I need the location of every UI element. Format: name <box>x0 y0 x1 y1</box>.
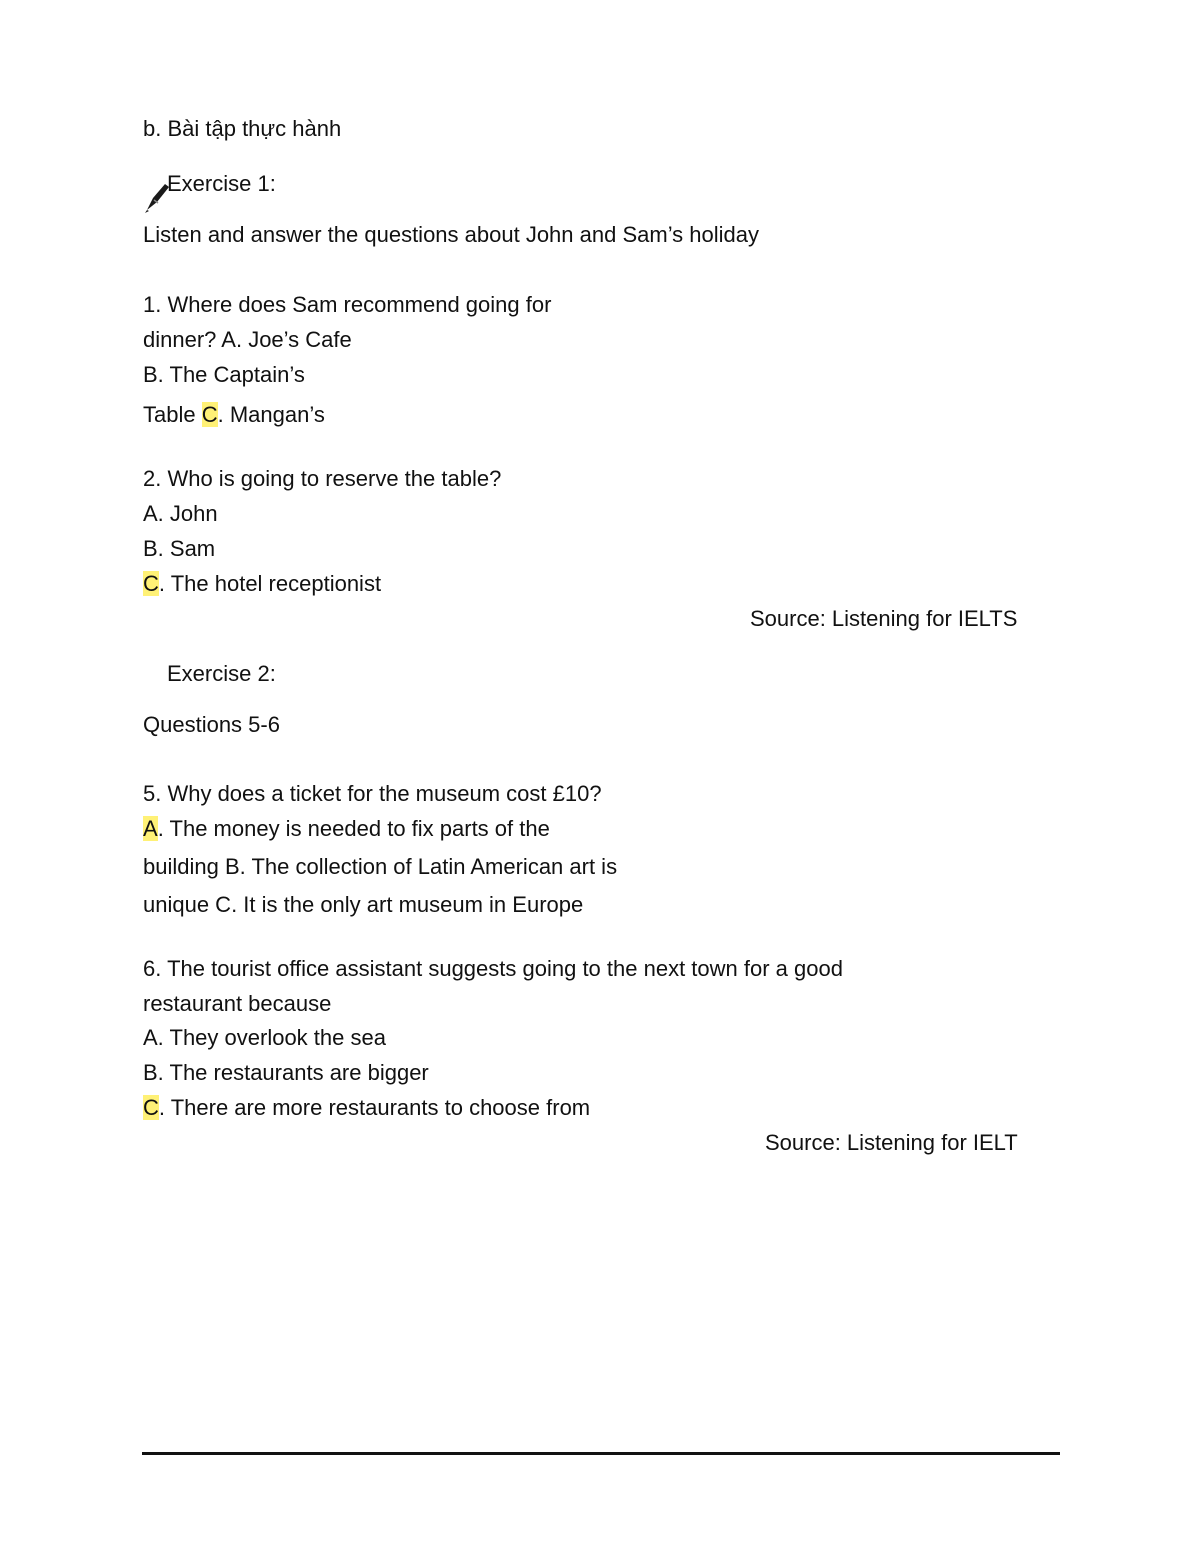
exercise2-subtitle: Questions 5-6 <box>143 712 280 737</box>
exercise1-source: Source: Listening for IELTS <box>750 606 1018 631</box>
q2-option-c <box>143 571 381 597</box>
q2-answer-highlight: C <box>143 571 159 596</box>
q2-option-b: B. Sam <box>143 536 216 561</box>
q5-question: 5. Why does a ticket for the museum cost £10? <box>143 781 602 806</box>
q6-line2: restaurant because <box>143 991 332 1016</box>
q6-option-a: A. They overlook the sea <box>143 1025 386 1050</box>
q1-line3: B. The Captain’s <box>143 362 305 387</box>
q1-line4-suffix: . Mangan’s <box>217 402 325 427</box>
q5-line2 <box>143 816 550 842</box>
q1-line1: 1. Where does Sam recommend going for <box>143 292 552 317</box>
q5-line3: building B. The collection of Latin American art is <box>143 854 618 879</box>
q6-option-c <box>143 1095 590 1121</box>
exercise2-source: Source: Listening for IELT <box>765 1130 1018 1155</box>
q1-line4-prefix: Table <box>143 402 202 427</box>
q1-line2: dinner? A. Joe’s Cafe <box>143 327 352 352</box>
q5-line2-text: . The money is needed to fix parts of the <box>157 816 550 841</box>
q2-option-a: A. John <box>143 501 218 526</box>
q2-option-c-text: . The hotel receptionist <box>158 571 382 596</box>
q5-line4: unique C. It is the only art museum in Europe <box>143 892 584 917</box>
section-heading: b. Bài tập thực hành <box>143 116 342 141</box>
q2-question: 2. Who is going to reserve the table? <box>143 466 502 491</box>
exercise2-title: Exercise 2: <box>167 661 276 686</box>
q6-option-b: B. The restaurants are bigger <box>143 1060 429 1085</box>
q6-option-c-text: . There are more restaurants to choose from <box>158 1095 591 1120</box>
q6-answer-highlight: C <box>143 1095 159 1120</box>
q1-line4 <box>143 402 325 428</box>
footer-divider <box>142 1452 1060 1455</box>
q5-answer-highlight: A <box>143 816 158 841</box>
q6-line1: 6. The tourist office assistant suggests going to the next town for a good <box>143 956 843 981</box>
q1-answer-highlight: C <box>201 402 218 427</box>
exercise1-title: Exercise 1: <box>167 171 276 196</box>
exercise1-instruction: Listen and answer the questions about John and Sam’s holiday <box>143 222 760 247</box>
